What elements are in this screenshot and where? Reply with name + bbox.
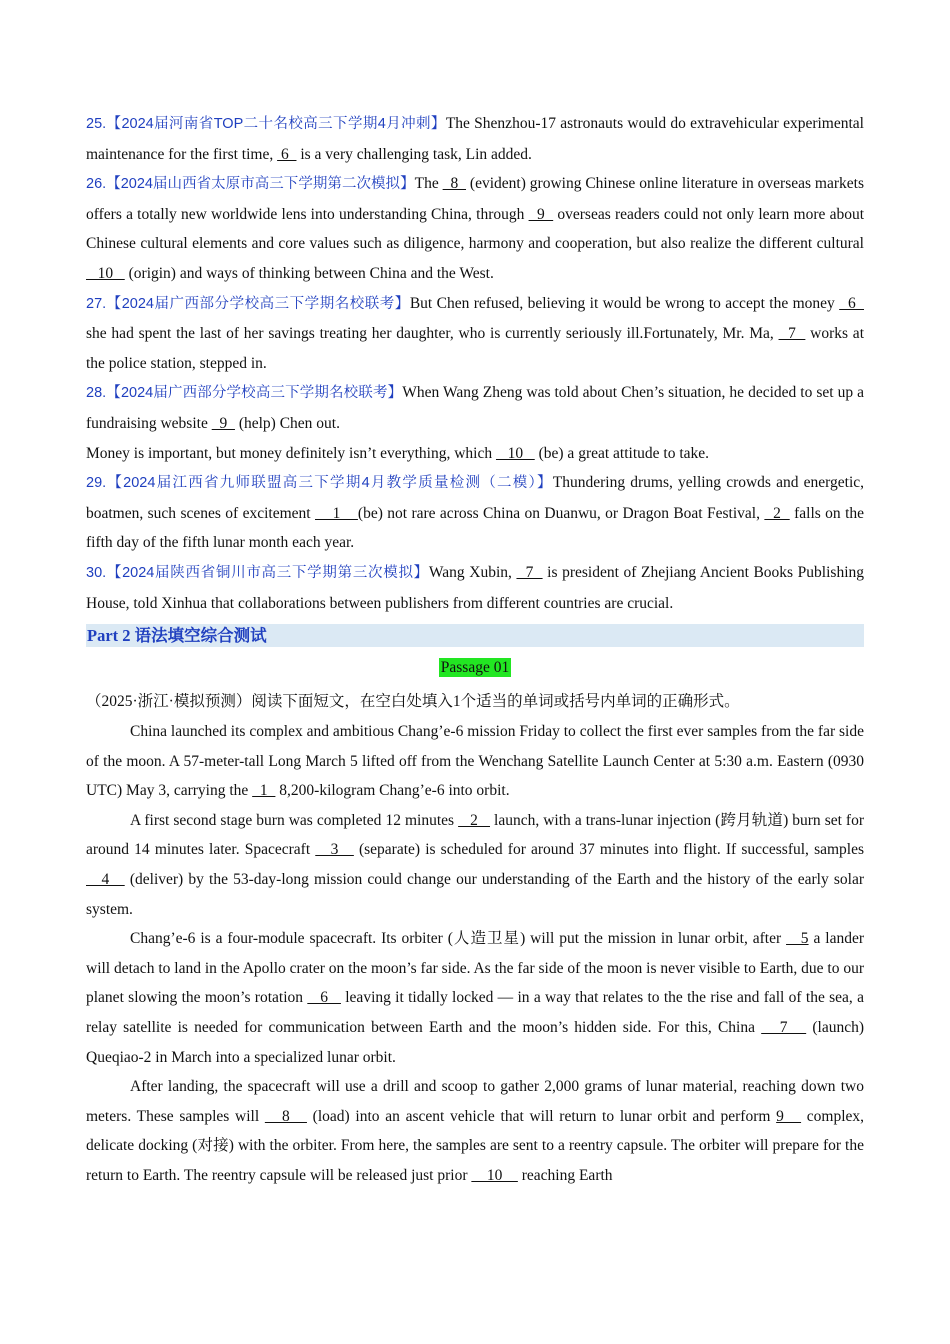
passage-label: Passage 01 — [440, 659, 510, 677]
answer-blank: 7 — [778, 325, 806, 343]
document-page — [86, 109, 864, 1191]
text-segment: works at the police station, stepped in. — [86, 325, 864, 372]
text-segment: (evident) growing Chinese online literature in overseas markets offers a totally new worldwide lens into understanding China, through — [86, 175, 864, 223]
part1-questions — [86, 109, 864, 618]
text-segment: (load) into an ascent vehicle that will return to lunar orbit and perform — [306, 1107, 777, 1125]
question-source: 25.【2024届河南省TOP二十名校高三下学期4月冲刺】 — [86, 116, 446, 132]
passage-paragraph — [86, 806, 864, 924]
question-item — [86, 468, 864, 558]
passage-paragraph — [86, 924, 864, 1072]
answer-blank: 10 — [471, 1167, 518, 1184]
text-segment: is a very challenging task, Lin added. — [296, 145, 532, 163]
passage-paragraph — [86, 717, 864, 806]
text-segment: But Chen refused, believing it would be wrong to accept the money — [409, 294, 840, 312]
answer-blank: 5 — [786, 930, 809, 948]
answer-blank: 6 — [839, 294, 864, 312]
answer-blank: 1 — [315, 504, 358, 522]
answer-blank: 10 — [86, 264, 125, 282]
answer-blank: 8 — [442, 175, 467, 193]
text-segment: The Shenzhou-17 astronauts would do extravehicular experimental maintenance for the first time, — [86, 115, 864, 163]
text-segment: When Wang Zheng was told about Chen’s situation, he decided to set up a fundraising website — [86, 384, 864, 432]
passage-paragraph — [86, 1072, 864, 1190]
instruction-text: （2025·浙江·模拟预测）阅读下面短文，在空白处填入1个适当的单词或括号内单词的正确形式。 — [86, 693, 740, 711]
answer-blank: 10 — [495, 444, 535, 462]
answer-blank: 7 — [761, 1019, 807, 1037]
text-segment: she had spent the last of her savings treating her daughter, who is currently seriously ill.Fortunately, Mr. Ma, — [86, 325, 779, 343]
question-source: 29.【2024届江西省九师联盟高三下学期4月教学质量检测（二模）】 — [86, 475, 553, 492]
text-segment: China launched its complex and ambitious Chang’e-6 mission Friday to collect the first ever samples from the far side of the moon. A 57-meter-tall Long March 5 lifted off from the Wenchang Satellite Launch Center at 5:30 a.m. Eastern (0930 UTC) May 3, carrying the — [86, 723, 864, 800]
text-segment: Thundering drums, yelling crowds and energetic, boatmen, such scenes of excitement — [86, 474, 864, 522]
passage-label-wrap — [86, 651, 864, 685]
answer-blank: 6 — [277, 145, 297, 163]
text-segment: overseas readers could not only learn more about Chinese cultural elements and core values such as diligence, harmony and cooperation, but also realize the different cultural — [86, 205, 865, 253]
answer-blank: 8 — [264, 1107, 307, 1125]
answer-blank: 1 — [252, 782, 276, 800]
part2-title: Part 2 语法填空综合测试 — [86, 624, 864, 647]
text-segment: (help) Chen out. — [234, 414, 340, 432]
text-segment: Chang’e-6 is a four-module spacecraft. Its orbiter (人造卫星) will put the mission in lunar orbit, after — [130, 930, 787, 948]
question-item — [86, 109, 864, 169]
answer-blank: 6 — [307, 989, 341, 1007]
question-item — [86, 169, 864, 288]
answer-blank: 3 — [315, 841, 354, 859]
text-segment: Wang Xubin, — [428, 563, 517, 581]
passage-body — [86, 717, 864, 1191]
text-segment: (deliver) by the 53-day-long mission could change our understanding of the Earth and the history of the early solar system. — [86, 871, 865, 918]
text-segment: (separate) is scheduled for around 37 minutes into flight. If successful, samples — [353, 841, 864, 859]
question-source: 26.【2024届山西省太原市高三下学期第二次模拟】 — [86, 176, 415, 193]
text-segment: a lander will detach to land in the Apollo crater on the moon’s far side. As the far side of the moon is never visible to Earth, due to our planet slowing the moon’s rotation — [86, 930, 865, 1007]
text-segment: complex, delicate docking (对接) with the orbiter. From here, the samples are sent to a reentry capsule. The orbiter will prepare for the return to Earth. The reentry capsule will be released just prior — [86, 1107, 865, 1184]
answer-blank: 2 — [458, 811, 490, 829]
question-source: 30.【2024届陕西省铜川市高三下学期第三次模拟】 — [86, 564, 429, 581]
answer-blank: 4 — [86, 871, 125, 889]
question-source: 28.【2024届广西部分学校高三下学期名校联考】 — [86, 385, 403, 402]
answer-blank: 9 — [776, 1107, 802, 1125]
question-item — [86, 439, 864, 469]
text-segment: is president of Zhejiang Ancient Books Publishing House, told Xinhua that collaborations between publishers from different countries are crucial. — [86, 563, 865, 612]
text-segment: (be) a great attitude to take. — [534, 444, 710, 462]
answer-blank: 9 — [528, 205, 554, 223]
text-segment: A first second stage burn was completed 12 minutes — [130, 811, 459, 829]
answer-blank: 7 — [516, 563, 543, 581]
question-item — [86, 558, 864, 618]
text-segment: The — [414, 175, 443, 193]
text-segment: (origin) and ways of thinking between China and the West. — [124, 264, 494, 282]
text-segment: launch, with a trans-lunar injection (跨月轨道) burn set for around 14 minutes later. Spacecraft — [86, 811, 865, 859]
text-segment: (launch) Queqiao-2 in March into a specialized lunar orbit. — [86, 1019, 865, 1066]
text-segment: After landing, the spacecraft will use a drill and scoop to gather 2,000 grams of lunar material, reaching down two meters. These samples will — [86, 1078, 864, 1125]
text-segment: reaching Earth — [517, 1167, 613, 1184]
text-segment: 8,200-kilogram Chang’e-6 into orbit. — [275, 782, 510, 800]
question-item — [86, 289, 864, 379]
answer-blank: 2 — [764, 504, 790, 522]
text-segment: leaving it tidally locked — in a way that relates to the the rise and fall of the sea, a relay satellite is needed for communication between Earth and the moon’s hidden side. For this, China — [86, 989, 864, 1037]
text-segment: (be) not rare across China on Duanwu, or Dragon Boat Festival, — [357, 504, 765, 522]
question-item — [86, 378, 864, 438]
answer-blank: 9 — [211, 414, 235, 432]
text-segment: Money is important, but money definitely isn’t everything, which — [86, 444, 496, 462]
question-source: 27.【2024届广西部分学校高三下学期名校联考】 — [86, 295, 410, 312]
text-segment: falls on the fifth day of the fifth lunar month each year. — [86, 504, 865, 552]
